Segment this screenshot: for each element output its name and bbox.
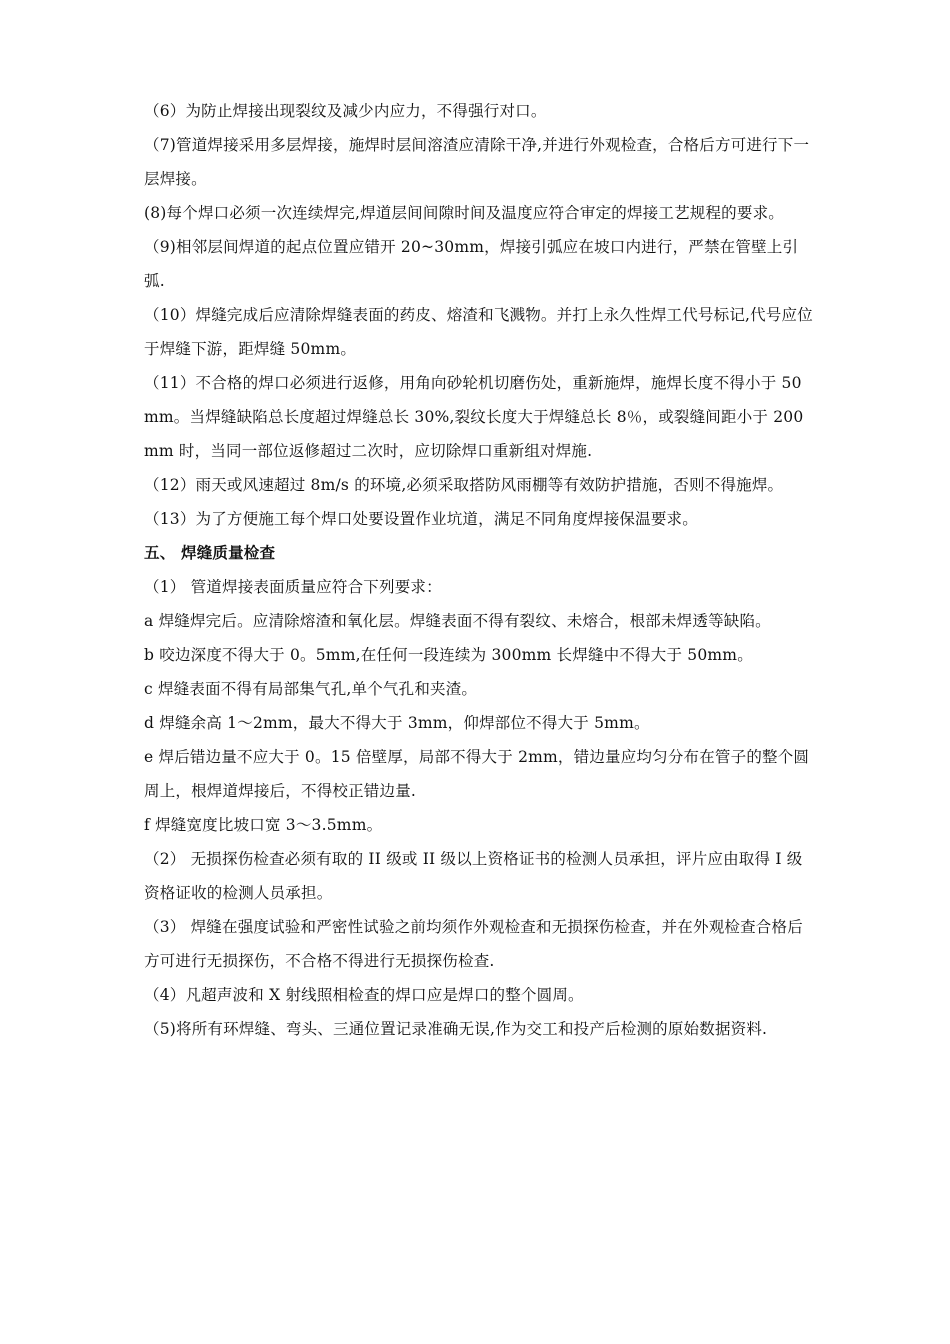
paragraph-10: （10）焊缝完成后应清除焊缝表面的药皮、熔渣和飞溅物。并打上永久性焊工代号标记,代号应位于焊缝下游，距焊缝 50mm。 — [144, 306, 813, 358]
section-heading-weld-quality-inspection: 五、 焊缝质量检查 — [144, 544, 276, 562]
requirement-c: c 焊缝表面不得有局部集气孔,单个气孔和夹渣。 — [144, 680, 478, 698]
paragraph-7: （7)管道焊接采用多层焊接，施焊时层间溶渣应清除干净,并进行外观检查，合格后方可进行下一层焊接。 — [144, 136, 810, 188]
paragraph-8: (8)每个焊口必须一次连续焊完,焊道层间间隙时间及温度应符合审定的焊接工艺规程的要求。 — [144, 204, 784, 222]
inspection-item-3: （3） 焊缝在强度试验和严密性试验之前均须作外观检查和无损探伤检查，并在外观检查合格后方可进行无损探伤，不合格不得进行无损探伤检查. — [144, 918, 803, 970]
paragraph-13: （13）为了方便施工每个焊口处要设置作业坑道，满足不同角度焊接保温要求。 — [144, 510, 698, 528]
paragraph-9: （9)相邻层间焊道的起点位置应错开 20~30mm，焊接引弧应在坡口内进行，严禁在管壁上引弧. — [144, 238, 799, 290]
inspection-item-1: （1） 管道焊接表面质量应符合下列要求： — [144, 578, 442, 596]
paragraph-11: （11）不合格的焊口必须进行返修，用角向砂轮机切磨伤处，重新施焊，施焊长度不得小于 50mm。当焊缝缺陷总长度超过焊缝总长 30%,裂纹长度大于焊缝总长 8％，或裂缝间距小于 200mm 时，当同一部位返修超过二次时，应切除焊口重新组对焊施. — [144, 374, 804, 460]
inspection-item-4: （4）凡超声波和 X 射线照相检查的焊口应是焊口的整个圆周。 — [144, 986, 584, 1004]
paragraph-12: （12）雨天或风速超过 8m/s 的环境,必须采取搭防风雨棚等有效防护措施，否则不得施焊。 — [144, 476, 784, 494]
requirement-a: a 焊缝焊完后。应清除熔渣和氧化层。焊缝表面不得有裂纹、未熔合，根部未焊透等缺陷。 — [144, 612, 771, 630]
paragraph-6: （6）为防止焊接出现裂纹及减少内应力，不得强行对口。 — [144, 102, 547, 120]
requirement-f: f 焊缝宽度比坡口宽 3～3.5mm。 — [144, 816, 383, 834]
inspection-item-2: （2） 无损探伤检查必须有取的 II 级或 II 级以上资格证书的检测人员承担，评片应由取得 I 级资格证收的检测人员承担。 — [144, 850, 803, 902]
document-body — [144, 94, 816, 1046]
inspection-item-5: （5)将所有环焊缝、弯头、三通位置记录准确无误,作为交工和投产后检测的原始数据资料. — [144, 1020, 768, 1038]
requirement-b: b 咬边深度不得大于 0。5mm,在任何一段连续为 300mm 长焊缝中不得大于 50mm。 — [144, 646, 753, 664]
requirement-e: e 焊后错边量不应大于 0。15 倍壁厚，局部不得大于 2mm，错边量应均匀分布在管子的整个圆周上，根焊道焊接后，不得校正错边量. — [144, 748, 810, 800]
requirement-d: d 焊缝余高 1～2mm，最大不得大于 3mm，仰焊部位不得大于 5mm。 — [144, 714, 650, 732]
